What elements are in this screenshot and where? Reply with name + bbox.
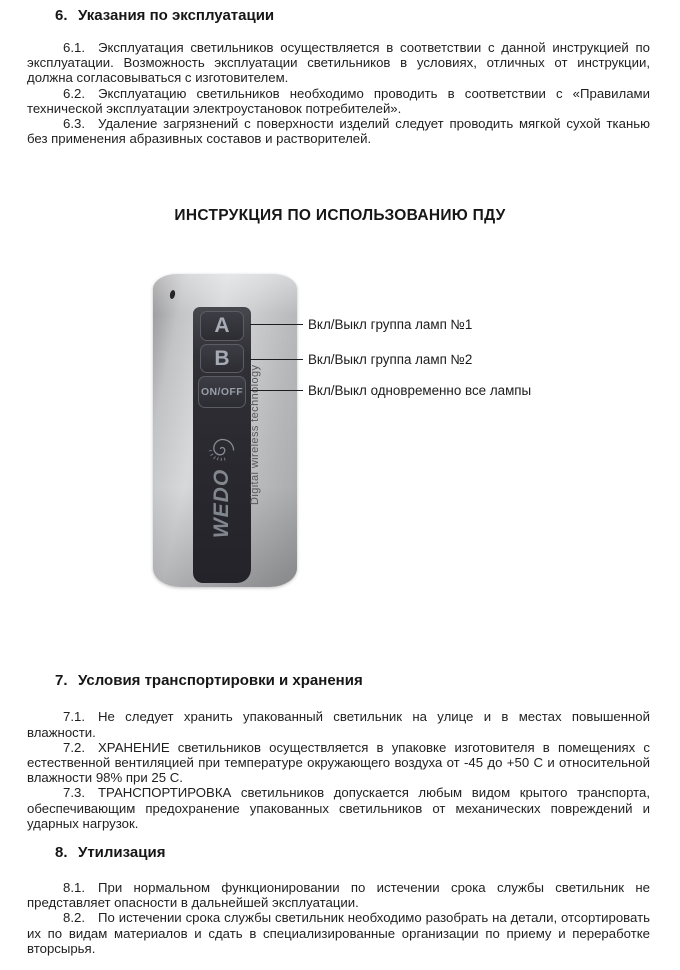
paragraph-text: Эксплуатацию светильников необходимо проводить в соответствии с «Правилами технической эксплуатации электроустановок потребителей». <box>27 85 650 116</box>
paragraph-number: 7.3. <box>63 785 85 801</box>
paragraph-number: 8.2. <box>63 910 85 926</box>
swirl-logo-icon <box>207 434 237 464</box>
callout-all-lamps <box>250 381 531 399</box>
section-title: Указания по эксплуатации <box>78 7 275 24</box>
section-heading-operation <box>55 7 650 25</box>
paragraph-number: 6.2. <box>63 85 85 101</box>
paragraph-6-2 <box>27 86 650 116</box>
section-transport-storage-and-recycling <box>0 672 680 956</box>
paragraph-7-2 <box>27 740 650 786</box>
paragraph-text: Не следует хранить упакованный светильник на улице и в местах повышенной влажности. <box>27 709 650 740</box>
section-number: 8. <box>55 844 68 862</box>
brand-logo <box>193 426 251 546</box>
callout-label: Вкл/Выкл группа ламп №1 <box>308 316 473 332</box>
remote-button-panel <box>193 307 251 583</box>
brand-name: WEDO <box>210 469 233 539</box>
section-number: 6. <box>55 7 68 24</box>
section-heading-transport <box>55 672 650 690</box>
paragraph-text: По истечении срока службы светильник необходимо разобрать на детали, отсортировать их по видам материалов и сдать в специализированные организации по приему и переработке вторсырья. <box>27 910 650 956</box>
section-title: Условия транспортировки и хранения <box>78 672 363 690</box>
paragraph-7-1 <box>27 709 650 739</box>
paragraph-text: Удаление загрязнений с поверхности изделий следует проводить мягкой сухой тканью без применения абразивных составов и растворителей. <box>27 116 650 147</box>
paragraph-8-2 <box>27 910 650 956</box>
remote-button-onoff: ON/OFF <box>198 376 246 408</box>
paragraph-text: ХРАНЕНИЕ светильников осуществляется в упаковке изготовителя в помещениях с естественной вентиляцией при температуре окружающего воздуха от -45 до +50 С и относительной влажности 98% при 25 С. <box>27 739 650 786</box>
section-heading-recycling <box>55 844 650 862</box>
leader-line <box>250 390 303 391</box>
paragraph-text: Эксплуатация светильников осуществляется в соответствии с данной инструкцией по эксплуатации. Возможность эксплуатации светильников в условиях, отличных от инструкции, должна согласовываться с изготовителем. <box>27 40 650 86</box>
side-text: Digital wireless technology <box>249 365 261 506</box>
callout-label: Вкл/Выкл одновременно все лампы <box>308 382 532 398</box>
remote-button-a: A <box>200 311 244 341</box>
callout-label: Вкл/Выкл группа ламп №2 <box>308 351 473 367</box>
remote-button-b: B <box>200 344 244 373</box>
leader-line <box>250 324 303 325</box>
section-title: Утилизация <box>78 844 166 862</box>
paragraph-6-1 <box>27 40 650 86</box>
paragraph-number: 6.1. <box>63 40 85 55</box>
paragraph-7-3 <box>27 785 650 831</box>
paragraph-number: 8.1. <box>63 880 85 896</box>
figure-heading: ИНСТРУКЦИЯ ПО ИСПОЛЬЗОВАНИЮ ПДУ <box>174 207 506 225</box>
paragraph-number: 7.1. <box>63 709 85 725</box>
callout-lamp-group-2 <box>250 350 472 368</box>
paragraph-text: При нормальном функционировании по истечении срока службы светильник не представляет опасности в дальнейшей эксплуатации. <box>27 880 650 911</box>
section-number: 7. <box>55 672 68 690</box>
paragraph-number: 6.3. <box>63 116 85 132</box>
section-operation <box>0 0 680 146</box>
leader-line <box>250 359 303 360</box>
led-indicator <box>169 290 176 300</box>
paragraph-8-1 <box>27 880 650 910</box>
callout-lamp-group-1 <box>250 315 472 333</box>
remote-figure <box>0 226 680 626</box>
paragraph-6-3 <box>27 116 650 146</box>
paragraph-number: 7.2. <box>63 739 85 755</box>
paragraph-text: ТРАНСПОРТИРОВКА светильников допускается любым видом крытого транспорта, обеспечивающим предохранение упакованных светильников от механических повреждений и ударных нагрузок. <box>27 785 650 831</box>
